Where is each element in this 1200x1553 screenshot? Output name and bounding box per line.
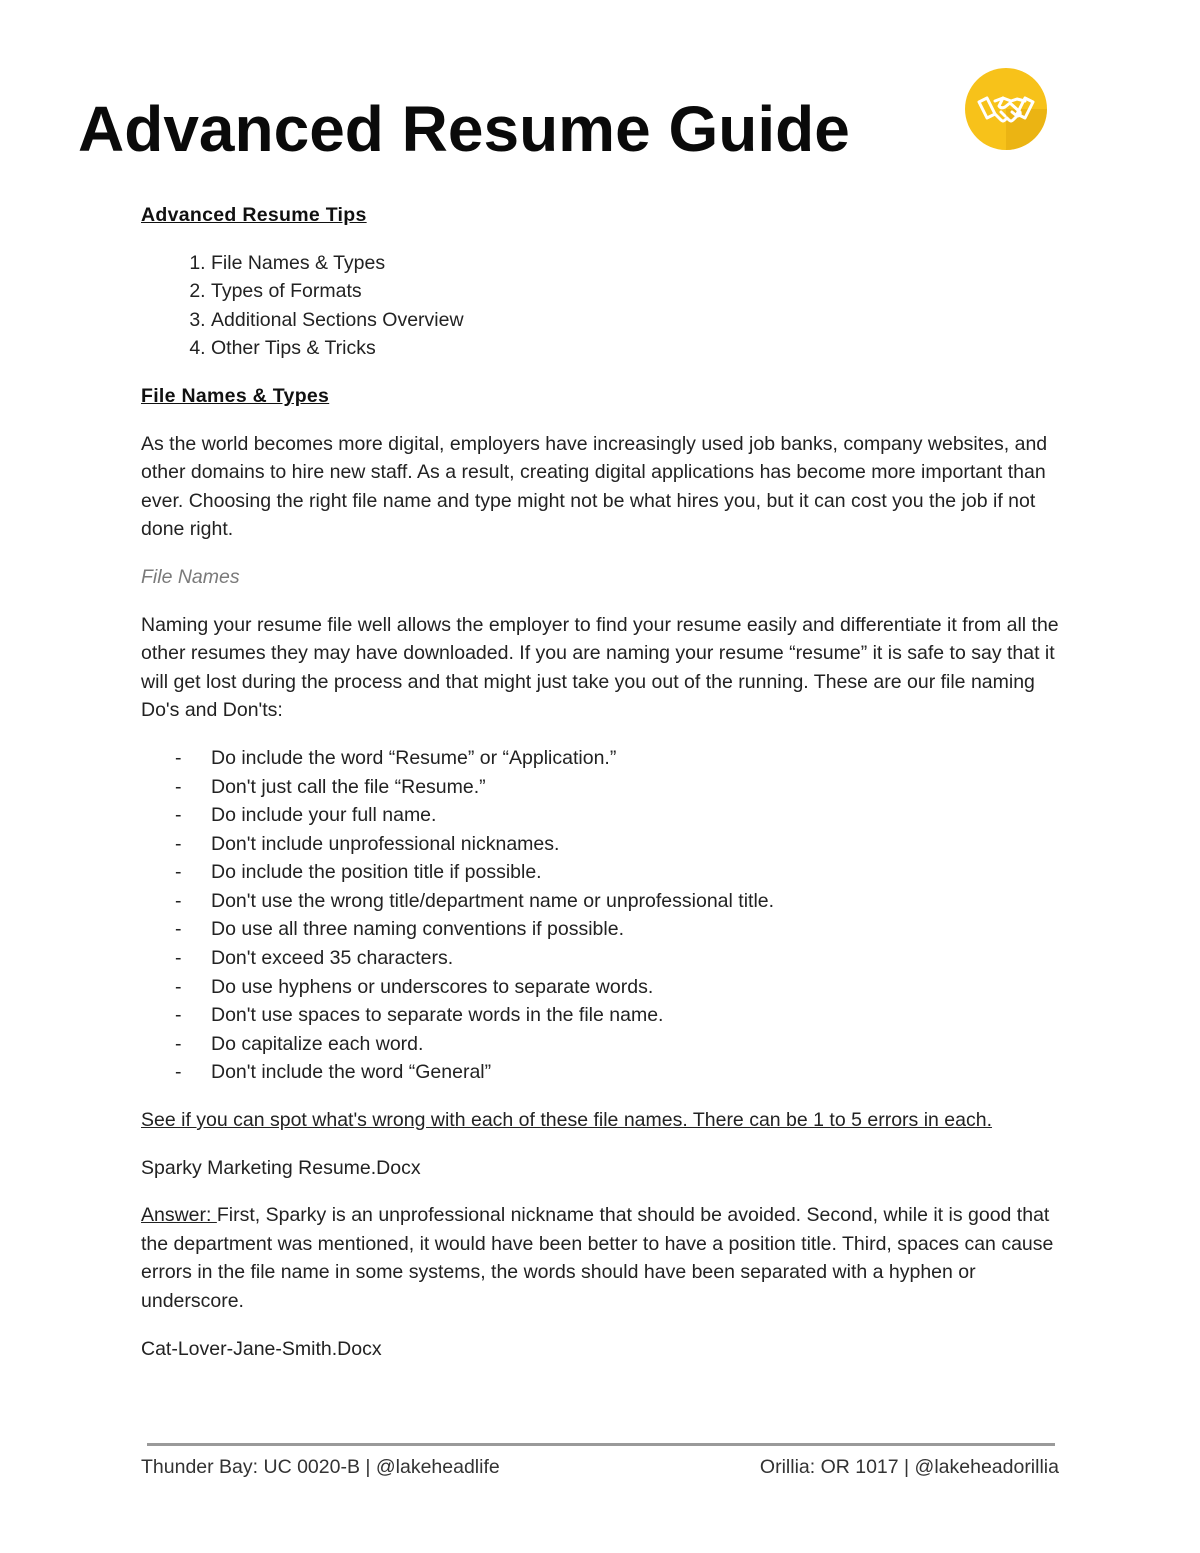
bullet-dash: - xyxy=(175,947,182,970)
file-names-types-heading: File Names & Types xyxy=(141,384,330,407)
bullet-dash: - xyxy=(175,918,182,941)
page-title: Advanced Resume Guide xyxy=(78,93,850,165)
rule-text: Don't include the word “General” xyxy=(211,1061,492,1084)
bullet-dash: - xyxy=(175,746,182,769)
bullet-dash: - xyxy=(175,1004,182,1027)
bullet-dash: - xyxy=(175,1061,182,1084)
list-item xyxy=(141,944,1061,973)
list-item xyxy=(141,830,1061,859)
answer-label: Answer: xyxy=(141,1204,217,1227)
bullet-dash: - xyxy=(175,889,182,912)
footer-divider xyxy=(147,1443,1055,1446)
rule-text: Do use hyphens or underscores to separate words. xyxy=(211,975,654,998)
bullet-dash: - xyxy=(175,832,182,855)
rule-text: Do capitalize each word. xyxy=(211,1032,424,1055)
bullet-dash: - xyxy=(175,1032,182,1055)
tips-list xyxy=(141,249,1061,363)
list-item: 1. File Names & Types xyxy=(211,249,1061,278)
list-item xyxy=(141,915,1061,944)
list-item xyxy=(141,973,1061,1002)
tips-heading: Advanced Resume Tips xyxy=(141,204,367,226)
list-item: 4. Other Tips & Tricks xyxy=(211,334,1061,363)
bullet-dash: - xyxy=(175,804,182,827)
rule-text: Do include the position title if possible. xyxy=(211,861,542,884)
bullet-dash: - xyxy=(175,975,182,998)
list-item xyxy=(141,1030,1061,1059)
example-file-name-1: Sparky Marketing Resume.Docx xyxy=(141,1156,421,1179)
handshake-icon xyxy=(965,68,1047,150)
list-item xyxy=(141,858,1061,887)
answer-text: First, Sparky is an unprofessional nickname that should be avoided. Second, while it is good that the department was mentioned, it would have been better to have a position title. Third, spaces can cause errors in the file name in some systems, the words should have been separated with a hyphen or underscore. xyxy=(141,1204,1054,1312)
rule-text: Do use all three naming conventions if possible. xyxy=(211,918,624,941)
list-item xyxy=(141,1001,1061,1030)
rule-text: Don't use the wrong title/department name or unprofessional title. xyxy=(211,889,775,912)
list-item xyxy=(141,744,1061,773)
example-file-name-2: Cat-Lover-Jane-Smith.Docx xyxy=(141,1337,382,1360)
rule-text: Do include your full name. xyxy=(211,804,437,827)
rule-text: Don't include unprofessional nicknames. xyxy=(211,832,560,855)
file-names-subheading: File Names xyxy=(141,565,240,588)
rule-text: Don't use spaces to separate words in the file name. xyxy=(211,1004,664,1027)
list-item xyxy=(141,887,1061,916)
list-item xyxy=(141,801,1061,830)
intro-paragraph: As the world becomes more digital, employers have increasingly used job banks, company websites, and other domains to hire new staff. As a result, creating digital applications has become more important than ever. Choosing the right file name and type might not be what hires you, but it can cost you the job if not done right. xyxy=(141,432,1048,541)
bullet-dash: - xyxy=(175,861,182,884)
logo-badge xyxy=(965,68,1047,150)
rule-text: Do include the word “Resume” or “Application.” xyxy=(211,746,617,769)
exercise-prompt: See if you can spot what's wrong with each of these file names. There can be 1 to 5 errors in each. xyxy=(141,1109,993,1132)
rule-text: Don't exceed 35 characters. xyxy=(211,947,454,970)
naming-paragraph: Naming your resume file well allows the employer to find your resume easily and differentiate it from all the other resumes they may have downloaded. If you are naming your resume “resume” it is safe to say that it will get lost during the process and that might just take you out of the running. These are our file naming Do's and Don'ts: xyxy=(141,613,1059,722)
footer-thunder-bay: Thunder Bay: UC 0020-B | @lakeheadlife xyxy=(141,1456,500,1478)
answer-paragraph xyxy=(141,1201,1061,1315)
list-item: 3. Additional Sections Overview xyxy=(211,306,1061,335)
list-item: 2. Types of Formats xyxy=(211,277,1061,306)
bullet-dash: - xyxy=(175,775,182,798)
document-body xyxy=(141,201,1061,1382)
rule-text: Don't just call the file “Resume.” xyxy=(211,775,486,798)
footer-orillia: Orillia: OR 1017 | @lakeheadorillia xyxy=(759,1456,1059,1478)
naming-rules-list xyxy=(141,744,1061,1087)
list-item xyxy=(141,1058,1061,1087)
list-item xyxy=(141,773,1061,802)
